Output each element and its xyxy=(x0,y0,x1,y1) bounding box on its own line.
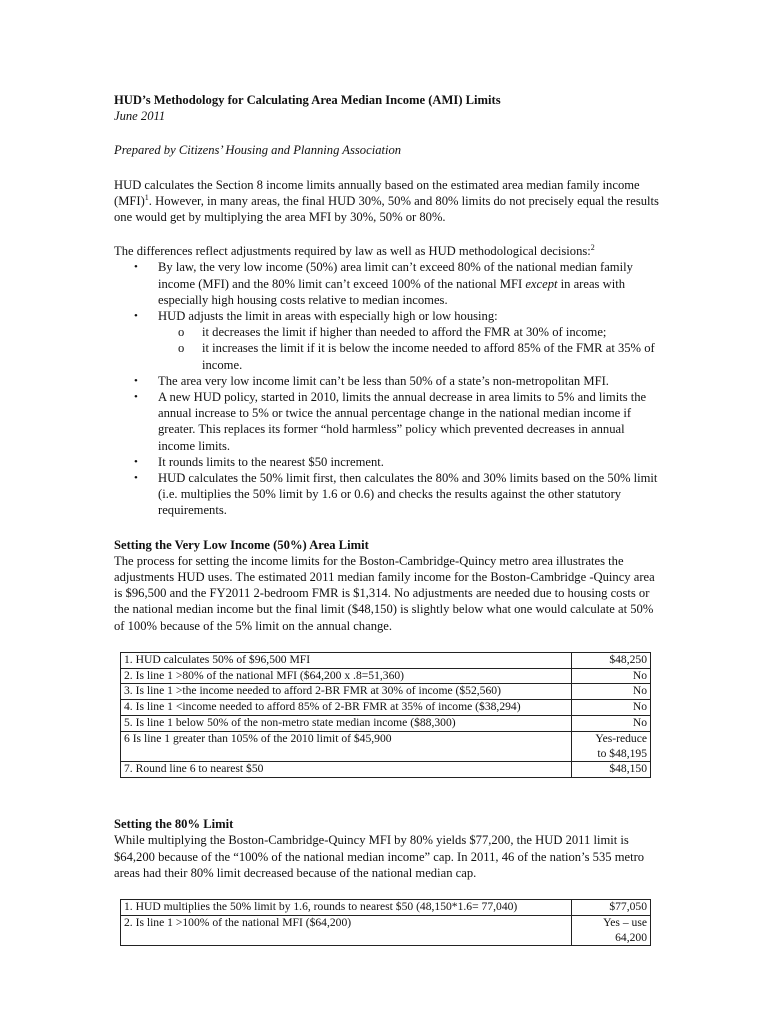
table-row xyxy=(121,900,651,916)
emphasis-except: except xyxy=(525,276,558,291)
step-cell: 3. Is line 1 >the income needed to afford 2-BR FMR at 30% of income ($52,560) xyxy=(121,684,572,700)
step-cell: 5. Is line 1 below 50% of the non-metro state median income ($88,300) xyxy=(121,716,572,732)
value-cell: $48,250 xyxy=(572,652,651,668)
step-cell: 7. Round line 6 to nearest $50 xyxy=(121,762,572,778)
table-row xyxy=(121,668,651,684)
table-row xyxy=(121,762,651,778)
vli-steps-table xyxy=(120,652,651,778)
eighty-paragraph: While multiplying the Boston-Cambridge-Quincy MFI by 80% yields $77,200, the HUD 2011 limit is $64,200 because of the “100% of the national median income” cap. In 2011, 46 of the nation’s 535 metro areas had their 80% limit decreased because of the national median cap. xyxy=(114,833,645,880)
table-row xyxy=(121,684,651,700)
bullet-icon: • xyxy=(134,455,138,468)
circle-bullet-icon: o xyxy=(178,341,185,356)
document-date: June 2011 xyxy=(114,109,166,124)
step-cell: 2. Is line 1 >80% of the national MFI ($64,200 x .8=51,360) xyxy=(121,668,572,684)
bullet-icon: • xyxy=(134,472,138,485)
vli-section-heading: Setting the Very Low Income (50%) Area Limit xyxy=(114,537,369,552)
sub-list-item: o it decreases the limit if higher than needed to afford the FMR at 30% of income; xyxy=(178,325,607,340)
table-row xyxy=(121,700,651,716)
adjustments-list xyxy=(114,259,660,518)
sub-list xyxy=(158,324,660,373)
eighty-steps-table xyxy=(120,899,651,946)
sub-list-item: o it increases the limit if it is below the income needed to afford 85% of the FMR at 35% of income. xyxy=(178,341,655,372)
step-cell: 6 Is line 1 greater than 105% of the 2010 limit of $45,900 xyxy=(121,731,572,762)
step-cell: 1. HUD multiplies the 50% limit by 1.6, rounds to nearest $50 (48,150*1.6= 77,040) xyxy=(121,900,572,916)
step-cell: 4. Is line 1 <income needed to afford 85% of 2-BR FMR at 35% of income ($38,294) xyxy=(121,700,572,716)
bullet-icon: • xyxy=(134,374,138,387)
list-item: • A new HUD policy, started in 2010, limits the annual decrease in area limits to 5% and limits the annual increase to 5% or twice the annual percentage change in the national median income if greater. This replaces its former “hold harmless” policy which prevented decreases in annual income limits. xyxy=(134,390,647,453)
eighty-section-heading: Setting the 80% Limit xyxy=(114,817,234,832)
intro-paragraph: HUD calculates the Section 8 income limits annually based on the estimated area median family income (MFI)$^1$. However, in many areas, the final HUD 30%, 50% and 80% limits do not precisely equal the results one would get by multiplying the area MFI by 30%, 50% or 80%. xyxy=(114,177,659,225)
value-cell: Yes-reduce to $48,195 xyxy=(572,731,651,762)
circle-bullet-icon: o xyxy=(178,325,185,340)
value-cell: No xyxy=(572,668,651,684)
prepared-by-line: Prepared by Citizens’ Housing and Planning Association xyxy=(114,143,402,158)
step-cell: 2. Is line 1 >100% of the national MFI ($64,200) xyxy=(121,915,572,946)
value-cell: No xyxy=(572,684,651,700)
document-page xyxy=(114,92,660,946)
document-title: HUD’s Methodology for Calculating Area Median Income (AMI) Limits xyxy=(114,93,501,107)
value-cell: $77,050 xyxy=(572,900,651,916)
footnote-ref-2: 2 xyxy=(590,243,595,253)
value-cell: $48,150 xyxy=(572,762,651,778)
bullet-icon: • xyxy=(134,261,138,274)
table-row xyxy=(121,731,651,762)
list-item: • The area very low income limit can’t be less than 50% of a state’s non-metropolitan MFI. xyxy=(134,373,609,388)
table-row xyxy=(121,716,651,732)
vli-paragraph: The process for setting the income limits for the Boston-Cambridge-Quincy metro area illustrates the adjustments HUD uses. The estimated 2011 median family income for the Boston-Cambridge -Quincy area is $96,500 and the FY2011 2-bedroom FMR is $1,314. No adjustments are needed due to housing costs or the national median income but the final limit ($48,150) is slightly below what one would calculate at 50% of 100% because of the 5% limit on the annual change. xyxy=(114,553,655,633)
value-cell: No xyxy=(572,716,651,732)
table-row xyxy=(121,652,651,668)
step-cell: 1. HUD calculates 50% of $96,500 MFI xyxy=(121,652,572,668)
list-item: • By law, the very low income (50%) area limit can’t exceed 80% of the national median family income (MFI) and the 80% limit can’t exceed 100% of the national MFI except in areas with especially high housing costs relative to median incomes. xyxy=(134,260,633,307)
differences-lead: The differences reflect adjustments required by law as well as HUD methodological decisions:$^2$ xyxy=(114,243,595,259)
value-cell: Yes – use 64,200 xyxy=(572,915,651,946)
value-cell: No xyxy=(572,700,651,716)
table-row xyxy=(121,915,651,946)
list-item: • It rounds limits to the nearest $50 increment. xyxy=(134,454,384,469)
footnote-ref-1: 1 xyxy=(144,192,149,202)
bullet-icon: • xyxy=(134,391,138,404)
list-item: • HUD adjusts the limit in areas with especially high or low housing: o it decreases the limit if higher than needed to afford the FMR at 30% of income; o it increases the limit if it is below the income needed to afford 85% of the FMR at 35% of income. xyxy=(114,308,660,373)
list-item: • HUD calculates the 50% limit first, then calculates the 80% and 30% limits based on the 50% limit (i.e. multiplies the 50% limit by 1.6 or 0.6) and checks the results against the other statutory requirements. xyxy=(134,471,658,518)
bullet-icon: • xyxy=(134,310,138,323)
